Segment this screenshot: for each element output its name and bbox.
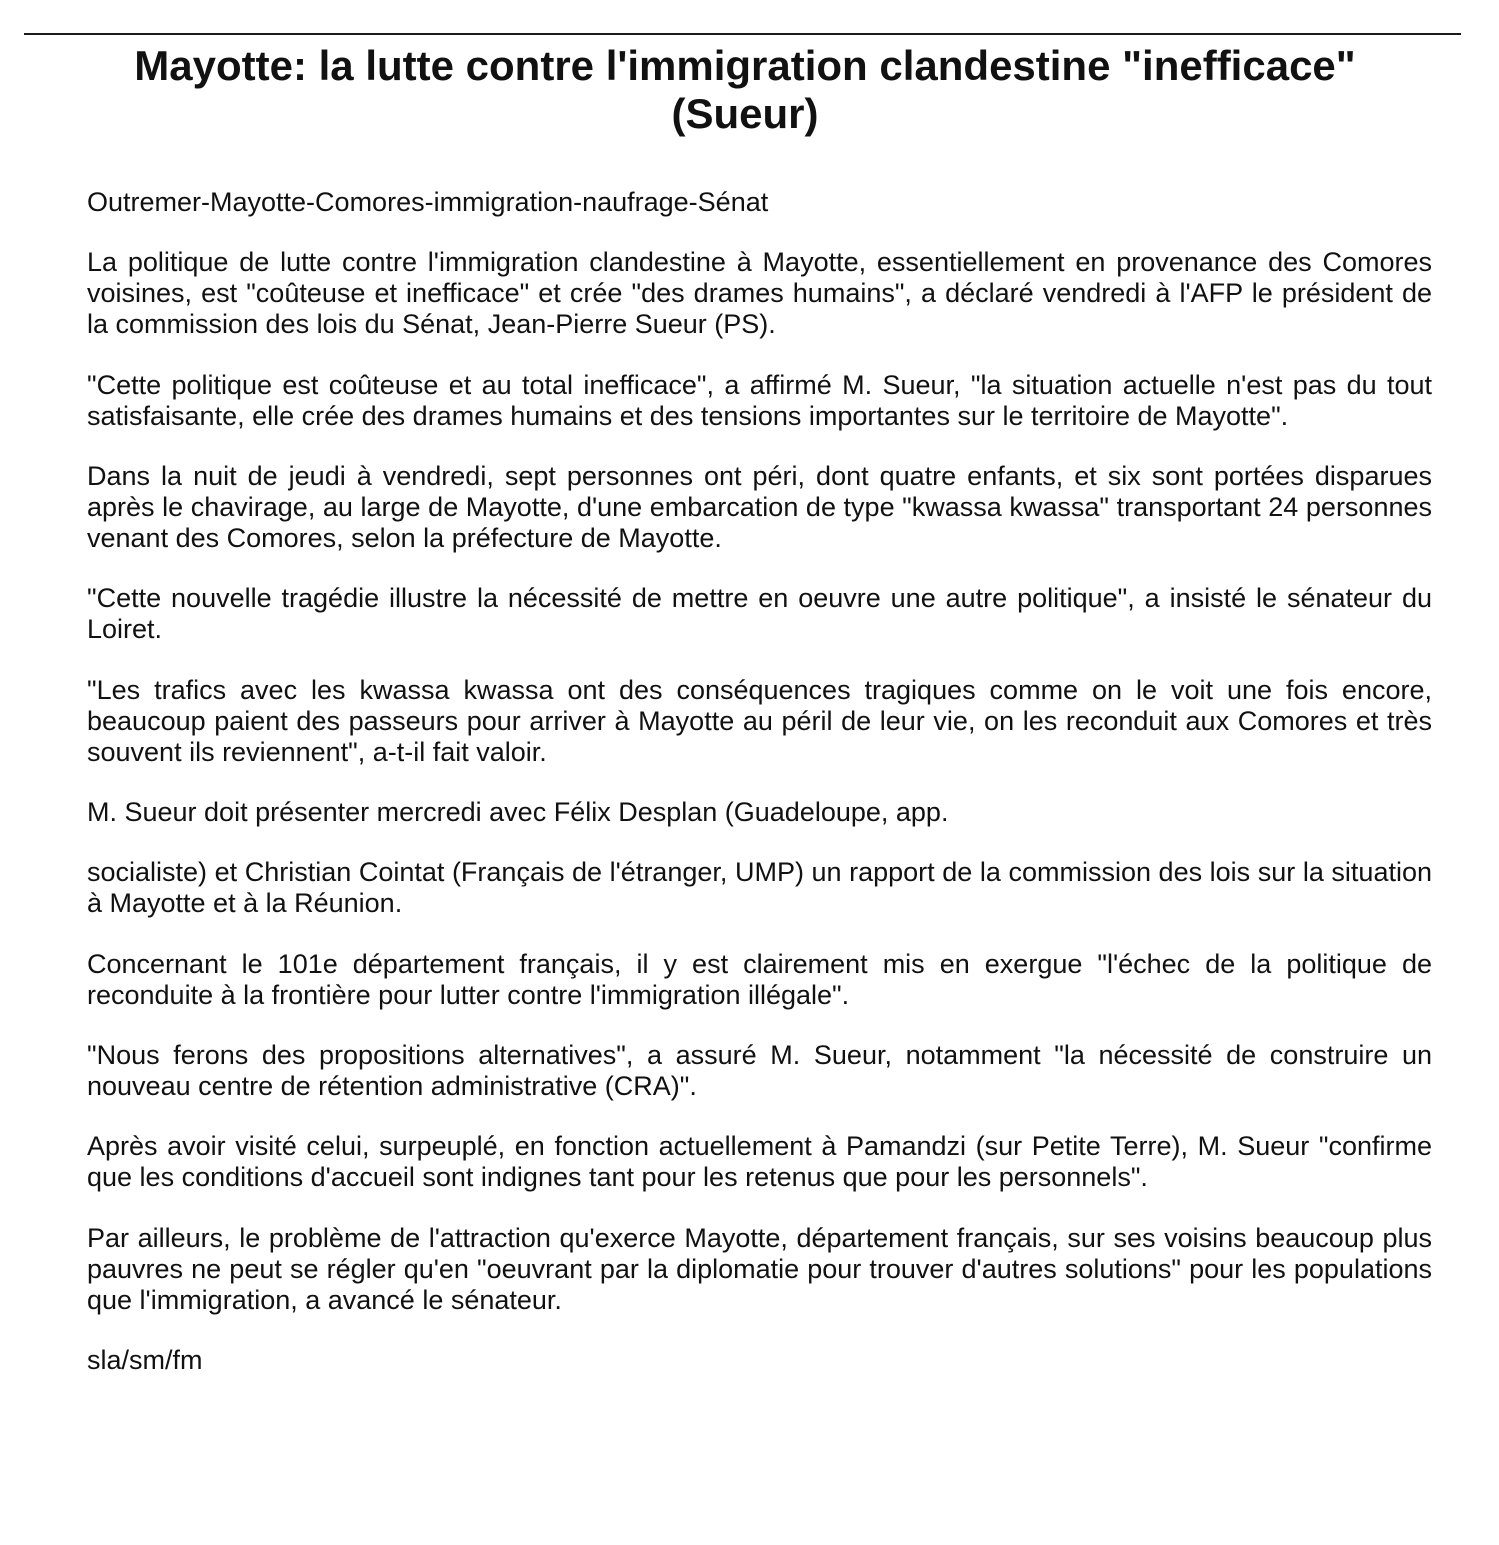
paragraph-5: "Les trafics avec les kwassa kwassa ont des conséquences tragiques comme on le voit une fois encore, beaucoup paient des passeurs pour arriver à Mayotte au péril de leur vie, on les reconduit aux Comores et très souvent ils reviennent", a-t-il fait valoir. [87, 675, 1432, 767]
paragraph-3: Dans la nuit de jeudi à vendredi, sept personnes ont péri, dont quatre enfants, et six sont portées disparues après le chavirage, au large de Mayotte, d'une embarcation de type "kwassa kwassa" transportant 24 personnes venant des Comores, selon la préfecture de Mayotte. [87, 461, 1432, 553]
paragraph-11: Par ailleurs, le problème de l'attraction qu'exerce Mayotte, département français, sur ses voisins beaucoup plus pauvres ne peut se régler qu'en "oeuvrant par la diplomatie pour trouver d'autres solutions" pour les populations que l'immigration, a avancé le sénateur. [87, 1223, 1432, 1315]
article-body [87, 187, 1432, 1376]
article-keywords: Outremer-Mayotte-Comores-immigration-naufrage-Sénat [87, 187, 769, 217]
paragraph-10: Après avoir visité celui, surpeuplé, en fonction actuellement à Pamandzi (sur Petite Terre), M. Sueur "confirme que les conditions d'accueil sont indignes tant pour les retenus que pour les personnels". [87, 1131, 1432, 1192]
article-signature: sla/sm/fm [87, 1345, 203, 1375]
top-rule [24, 33, 1461, 35]
paragraph-9: "Nous ferons des propositions alternatives", a assuré M. Sueur, notamment "la nécessité de construire un nouveau centre de rétention administrative (CRA)". [87, 1040, 1432, 1101]
paragraph-8: Concernant le 101e département français, il y est clairement mis en exergue "l'échec de la politique de reconduite à la frontière pour lutter contre l'immigration illégale". [87, 949, 1432, 1010]
paragraph-6: M. Sueur doit présenter mercredi avec Félix Desplan (Guadeloupe, app. [87, 797, 949, 827]
paragraph-7: socialiste) et Christian Cointat (Français de l'étranger, UMP) un rapport de la commission des lois sur la situation à Mayotte et à la Réunion. [87, 857, 1432, 918]
article-title: Mayotte: la lutte contre l'immigration clandestine "inefficace" (Sueur) [134, 42, 1356, 137]
paragraph-2: "Cette politique est coûteuse et au total inefficace", a affirmé M. Sueur, "la situation actuelle n'est pas du tout satisfaisante, elle crée des drames humains et des tensions importantes sur le territoire de Mayotte". [87, 370, 1432, 431]
paragraph-1: La politique de lutte contre l'immigration clandestine à Mayotte, essentiellement en provenance des Comores voisines, est "coûteuse et inefficace" et crée "des drames humains", a déclaré vendredi à l'AFP le président de la commission des lois du Sénat, Jean-Pierre Sueur (PS). [87, 247, 1432, 339]
paragraph-4: "Cette nouvelle tragédie illustre la nécessité de mettre en oeuvre une autre politique", a insisté le sénateur du Loiret. [87, 583, 1432, 644]
